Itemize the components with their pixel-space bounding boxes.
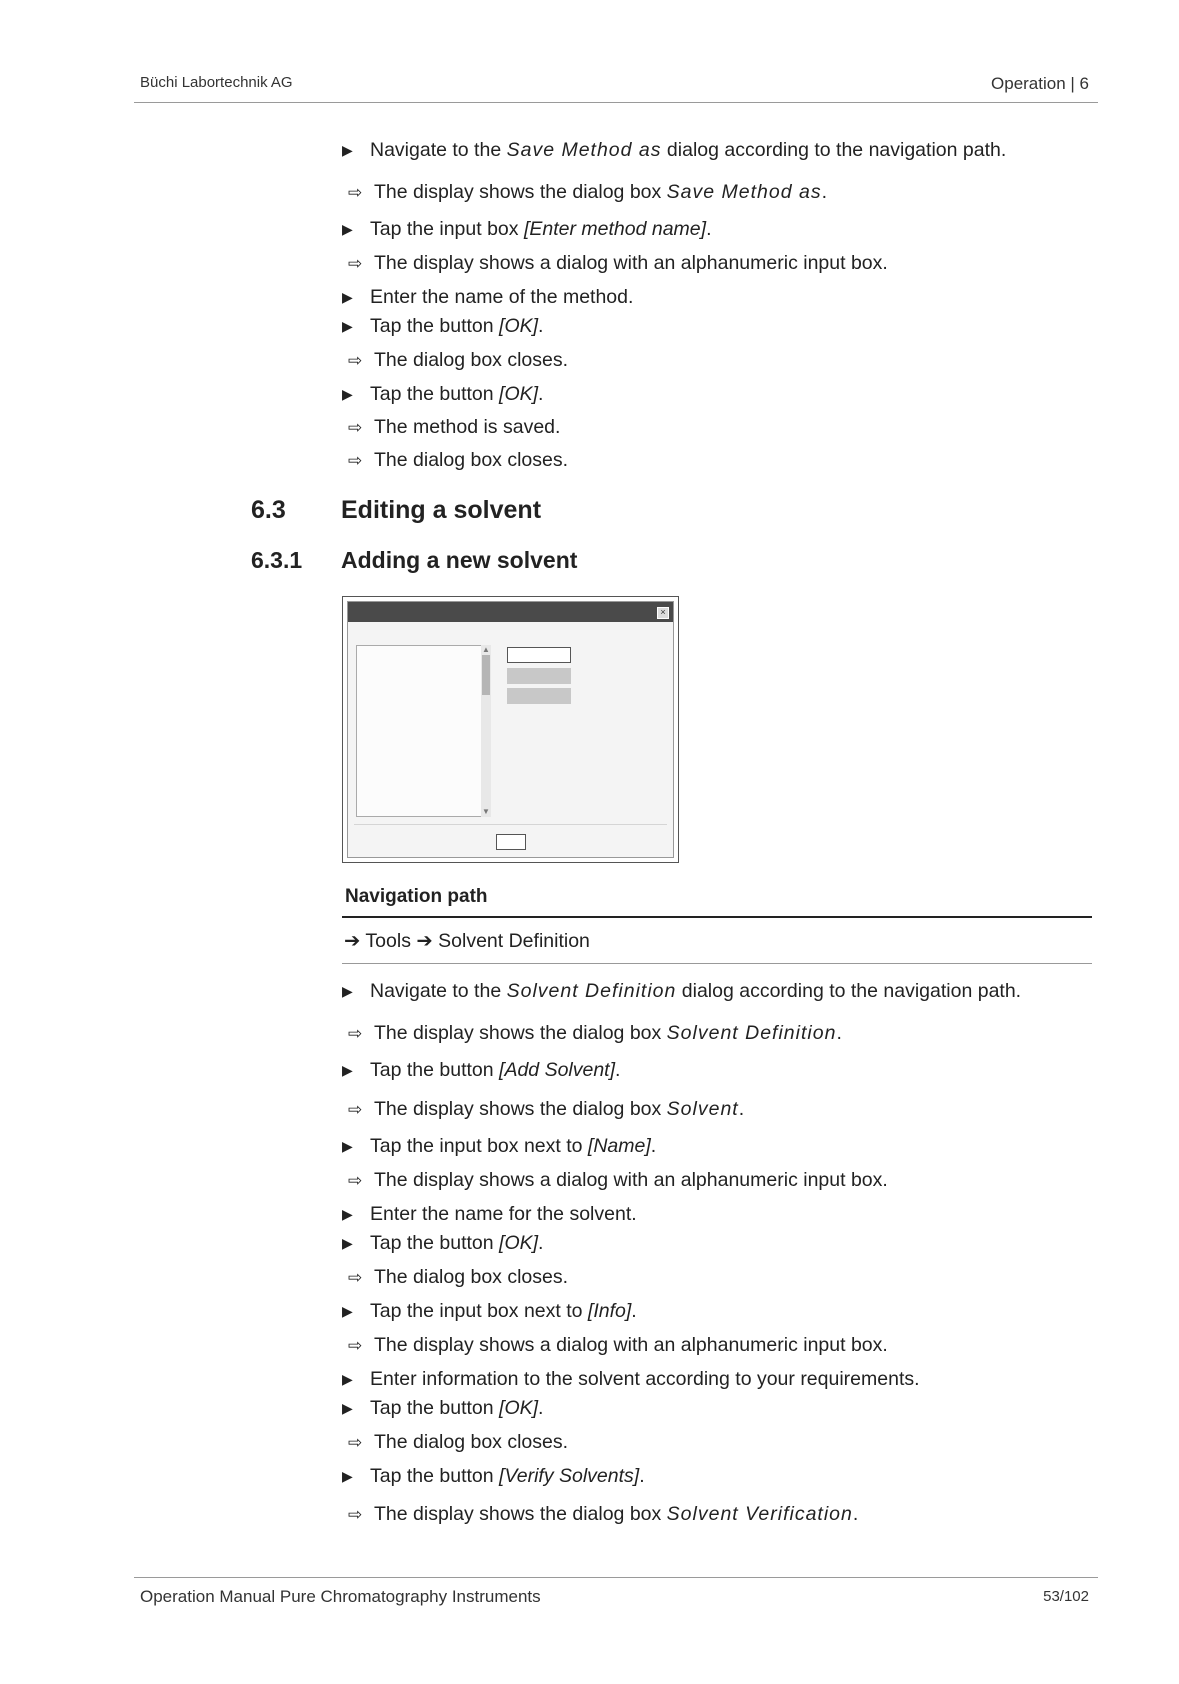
result-marker-icon: ⇨ [348, 1171, 363, 1190]
action-marker-icon: ▶ [342, 221, 353, 237]
result-marker-icon: ⇨ [348, 1100, 363, 1119]
step-result: ⇨ The display shows a dialog with an alphanumeric input box. [348, 1169, 888, 1191]
action-marker-icon: ▶ [342, 983, 353, 999]
step-result: ⇨ The method is saved. [348, 416, 561, 438]
action-marker-icon: ▶ [342, 386, 353, 402]
scroll-down-icon: ▼ [482, 807, 490, 816]
result-marker-icon: ⇨ [348, 351, 363, 370]
step-action: ▶ Navigate to the Save Method as dialog according to the navigation path. [342, 139, 1007, 161]
result-marker-icon: ⇨ [348, 1268, 363, 1287]
step-result: ⇨ The dialog box closes. [348, 349, 569, 371]
step-action: ▶ Tap the button [OK]. [342, 1232, 544, 1254]
dialog-body [347, 601, 674, 858]
action-marker-icon: ▶ [342, 289, 353, 305]
dialog-ok-button [496, 834, 526, 850]
result-marker-icon: ⇨ [348, 418, 363, 437]
solvent-list [356, 645, 482, 817]
nav-item-tools: Tools [365, 930, 411, 952]
action-marker-icon: ▶ [342, 318, 353, 334]
add-solvent-button [507, 647, 571, 663]
result-marker-icon: ⇨ [348, 1024, 363, 1043]
step-action: ▶ Tap the button [Verify Solvents]. [342, 1465, 645, 1487]
arrow-icon: ➔ [344, 930, 361, 952]
action-marker-icon: ▶ [342, 1468, 353, 1484]
header-chapter: Operation | 6 [991, 74, 1089, 93]
footer-page-number: 53/102 [1043, 1588, 1089, 1605]
step-action: ▶ Tap the button [OK]. [342, 383, 544, 405]
action-marker-icon: ▶ [342, 1371, 353, 1387]
section-number: 6.3 [251, 496, 286, 524]
step-result: ⇨ The display shows the dialog box Solvent. [348, 1098, 745, 1120]
step-action: ▶ Tap the button [OK]. [342, 1397, 544, 1419]
header-company: Büchi Labortechnik AG [140, 74, 293, 91]
close-icon: × [657, 607, 669, 619]
list-scrollbar [481, 645, 491, 817]
navigation-path-rule [342, 916, 1092, 918]
header-divider [134, 102, 1098, 103]
scroll-up-icon: ▲ [482, 645, 490, 654]
step-result: ⇨ The dialog box closes. [348, 1266, 569, 1288]
result-marker-icon: ⇨ [348, 1433, 363, 1452]
action-marker-icon: ▶ [342, 142, 353, 158]
action-marker-icon: ▶ [342, 1062, 353, 1078]
step-action: ▶ Tap the input box next to [Name]. [342, 1135, 657, 1157]
step-result: ⇨ The display shows a dialog with an alphanumeric input box. [348, 252, 888, 274]
dialog-title-bar [348, 602, 673, 622]
action-marker-icon: ▶ [342, 1138, 353, 1154]
subsection-title: Adding a new solvent [341, 547, 578, 573]
edit-solvent-button [507, 668, 571, 684]
result-marker-icon: ⇨ [348, 183, 363, 202]
result-marker-icon: ⇨ [348, 451, 363, 470]
step-action: ▶ Navigate to the Solvent Definition dialog according to the navigation path. [342, 980, 1022, 1002]
step-result: ⇨ The display shows the dialog box Solvent Verification. [348, 1503, 859, 1525]
action-marker-icon: ▶ [342, 1303, 353, 1319]
navigation-path [344, 929, 590, 953]
step-action: ▶ Enter the name of the method. [342, 286, 634, 308]
solvent-definition-dialog-figure [342, 596, 679, 863]
step-result: ⇨ The display shows a dialog with an alphanumeric input box. [348, 1334, 888, 1356]
navigation-path-bottom-rule [342, 963, 1092, 964]
nav-item-solvent-definition: Solvent Definition [438, 930, 590, 952]
footer-divider [134, 1577, 1098, 1578]
arrow-icon: ➔ [416, 930, 433, 952]
step-action: ▶ Tap the input box [Enter method name]. [342, 218, 712, 240]
footer-manual-title: Operation Manual Pure Chromatography Instruments [140, 1587, 541, 1606]
subsection-number: 6.3.1 [251, 547, 303, 573]
action-marker-icon: ▶ [342, 1206, 353, 1222]
step-action: ▶ Tap the button [OK]. [342, 315, 544, 337]
step-result: ⇨ The display shows the dialog box Save Method as. [348, 181, 828, 203]
navigation-path-title: Navigation path [345, 886, 488, 907]
step-action: ▶ Enter the name for the solvent. [342, 1203, 637, 1225]
result-marker-icon: ⇨ [348, 1336, 363, 1355]
step-action: ▶ Enter information to the solvent according to your requirements. [342, 1368, 920, 1390]
action-marker-icon: ▶ [342, 1400, 353, 1416]
result-marker-icon: ⇨ [348, 254, 363, 273]
step-result: ⇨ The dialog box closes. [348, 449, 569, 471]
section-title: Editing a solvent [341, 496, 542, 524]
dialog-separator [354, 824, 667, 825]
result-marker-icon: ⇨ [348, 1505, 363, 1524]
step-action: ▶ Tap the button [Add Solvent]. [342, 1059, 621, 1081]
step-result: ⇨ The display shows the dialog box Solvent Definition. [348, 1022, 842, 1044]
delete-solvent-button [507, 688, 571, 704]
scroll-thumb [482, 655, 490, 695]
step-action: ▶ Tap the input box next to [Info]. [342, 1300, 637, 1322]
action-marker-icon: ▶ [342, 1235, 353, 1251]
step-result: ⇨ The dialog box closes. [348, 1431, 569, 1453]
